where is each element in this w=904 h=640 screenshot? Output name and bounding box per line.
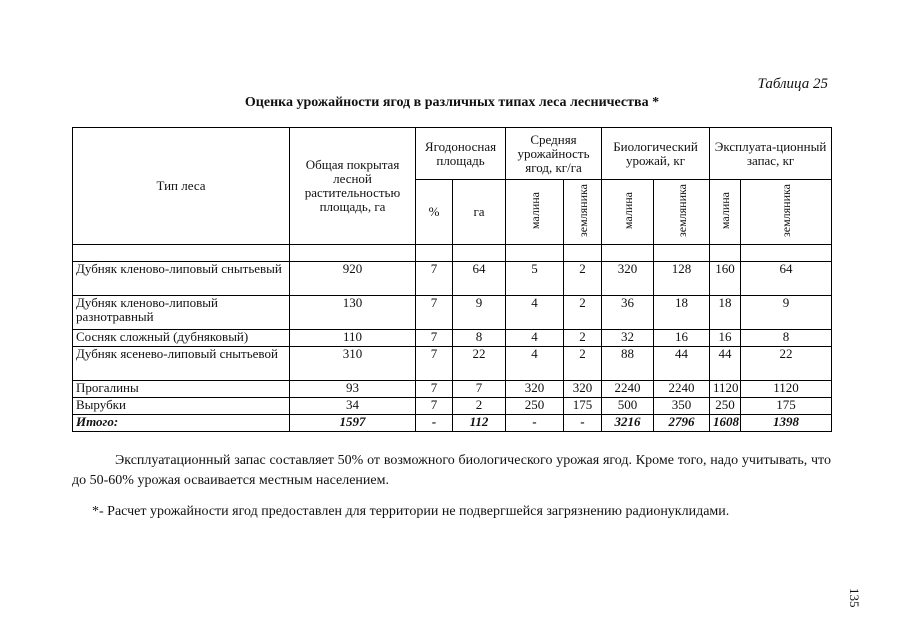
cell-area: 93 (290, 381, 416, 398)
header-strawberry: земляника (654, 180, 710, 245)
cell-bio-strawberry: 18 (654, 296, 710, 330)
cell-ex-strawberry: 64 (741, 262, 832, 296)
cell-bio-strawberry: 2796 (654, 415, 710, 432)
header-bio-yield: Биологический урожай, кг (602, 128, 710, 180)
cell-ex-raspberry: 1608 (710, 415, 741, 432)
table-row (73, 262, 832, 296)
header-raspberry: малина (602, 180, 654, 245)
table-total-row (73, 415, 832, 432)
table-row (73, 347, 832, 381)
cell-avg-strawberry: 2 (564, 262, 602, 296)
table-row (73, 381, 832, 398)
cell-ex-strawberry: 8 (741, 330, 832, 347)
cell-percent: 7 (416, 347, 453, 381)
cell-forest-type: Вырубки (73, 398, 290, 415)
berry-yield-table (72, 127, 832, 432)
cell-avg-raspberry: 250 (506, 398, 564, 415)
cell-area: 1597 (290, 415, 416, 432)
cell-ex-strawberry: 1120 (741, 381, 832, 398)
cell-total-label: Итого: (73, 415, 290, 432)
cell-bio-strawberry: 2240 (654, 381, 710, 398)
cell-percent: 7 (416, 262, 453, 296)
header-strawberry: земляника (564, 180, 602, 245)
cell-ex-strawberry: 1398 (741, 415, 832, 432)
cell-hectares: 22 (453, 347, 506, 381)
page-number: 135 (847, 588, 862, 608)
cell-avg-strawberry: 2 (564, 296, 602, 330)
header-forest-type: Тип леса (73, 128, 290, 245)
cell-bio-strawberry: 128 (654, 262, 710, 296)
cell-ex-raspberry: 16 (710, 330, 741, 347)
table-row (73, 330, 832, 347)
cell-bio-strawberry: 16 (654, 330, 710, 347)
cell-forest-type: Дубняк ясенево-липовый снытьевой (73, 347, 290, 381)
cell-hectares: 9 (453, 296, 506, 330)
cell-bio-strawberry: 350 (654, 398, 710, 415)
cell-ex-raspberry: 1120 (710, 381, 741, 398)
cell-area: 34 (290, 398, 416, 415)
cell-avg-raspberry: 4 (506, 296, 564, 330)
spacer-row (73, 245, 832, 262)
body-paragraph: Эксплуатационный запас составляет 50% от возможного биологического урожая ягод. Кроме того, надо учитывать, что до 50-60% урожая осваивается местным населением. (72, 453, 831, 488)
cell-forest-type: Сосняк сложный (дубняковый) (73, 330, 290, 347)
cell-hectares: 64 (453, 262, 506, 296)
cell-avg-strawberry: 175 (564, 398, 602, 415)
cell-avg-strawberry: 320 (564, 381, 602, 398)
cell-area: 920 (290, 262, 416, 296)
cell-bio-raspberry: 36 (602, 296, 654, 330)
cell-avg-strawberry: - (564, 415, 602, 432)
cell-bio-strawberry: 44 (654, 347, 710, 381)
cell-ex-raspberry: 18 (710, 296, 741, 330)
cell-avg-strawberry: 2 (564, 347, 602, 381)
cell-avg-raspberry: - (506, 415, 564, 432)
cell-forest-type: Прогалины (73, 381, 290, 398)
cell-bio-raspberry: 320 (602, 262, 654, 296)
cell-ex-strawberry: 9 (741, 296, 832, 330)
header-exploit-stock: Эксплуата-ционный запас, кг (710, 128, 832, 180)
cell-bio-raspberry: 3216 (602, 415, 654, 432)
cell-avg-raspberry: 4 (506, 330, 564, 347)
header-berry-area: Ягодоносная площадь (416, 128, 506, 180)
cell-ex-strawberry: 175 (741, 398, 832, 415)
table-number: Таблица 25 (757, 76, 828, 92)
header-raspberry: малина (506, 180, 564, 245)
footnote: *- Расчет урожайности ягод предоставлен для территории не подвергшейся загрязнению радионуклидами. (92, 504, 730, 519)
cell-bio-raspberry: 32 (602, 330, 654, 347)
header-hectares: га (453, 180, 506, 245)
cell-bio-raspberry: 2240 (602, 381, 654, 398)
cell-percent: 7 (416, 296, 453, 330)
cell-hectares: 8 (453, 330, 506, 347)
cell-forest-type: Дубняк кленово-липовый снытьевый (73, 262, 290, 296)
table-row (73, 296, 832, 330)
cell-avg-raspberry: 4 (506, 347, 564, 381)
cell-area: 130 (290, 296, 416, 330)
cell-bio-raspberry: 88 (602, 347, 654, 381)
cell-bio-raspberry: 500 (602, 398, 654, 415)
cell-avg-strawberry: 2 (564, 330, 602, 347)
cell-percent: 7 (416, 398, 453, 415)
cell-avg-raspberry: 320 (506, 381, 564, 398)
cell-ex-strawberry: 22 (741, 347, 832, 381)
header-raspberry: малина (710, 180, 741, 245)
cell-area: 110 (290, 330, 416, 347)
cell-ex-raspberry: 44 (710, 347, 741, 381)
cell-percent: 7 (416, 330, 453, 347)
cell-ex-raspberry: 250 (710, 398, 741, 415)
cell-hectares: 2 (453, 398, 506, 415)
cell-percent: - (416, 415, 453, 432)
cell-hectares: 7 (453, 381, 506, 398)
cell-area: 310 (290, 347, 416, 381)
header-strawberry: земляника (741, 180, 832, 245)
cell-percent: 7 (416, 381, 453, 398)
header-total-area: Общая покрытая лесной растительностью площадь, га (290, 128, 416, 245)
cell-avg-raspberry: 5 (506, 262, 564, 296)
cell-forest-type: Дубняк кленово-липовый разнотравный (73, 296, 290, 330)
header-percent: % (416, 180, 453, 245)
table-title: Оценка урожайности ягод в различных типах леса лесничества * (244, 95, 660, 110)
header-avg-yield: Средняя урожайность ягод, кг/га (506, 128, 602, 180)
cell-hectares: 112 (453, 415, 506, 432)
cell-ex-raspberry: 160 (710, 262, 741, 296)
table-row (73, 398, 832, 415)
